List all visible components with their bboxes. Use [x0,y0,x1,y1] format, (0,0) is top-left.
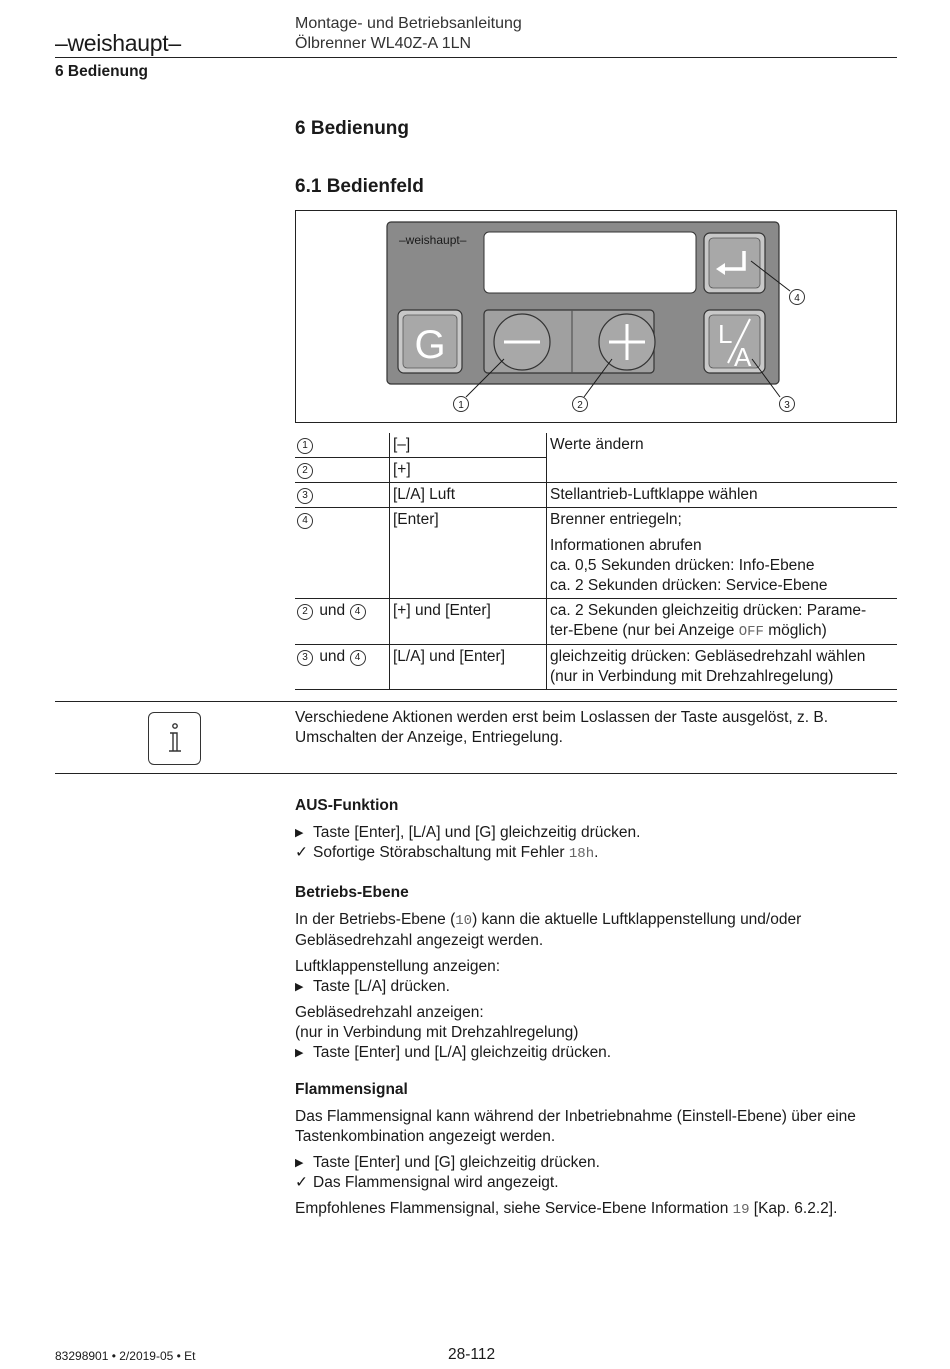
table-row [295,599,897,645]
flamme-result: ✓ Das Flammensignal wird angezeigt. [295,1174,559,1191]
flamme-section [295,1080,895,1226]
level-code: 10 [455,913,473,929]
table-row [295,645,897,690]
legend-desc: Brenner entriegeln; Informationen abrufen ca. 0,5 Sekunden drücken: Info-Ebene ca. 2 Sekunden drücken: Service-Ebene [547,508,898,599]
g-button-label: G [414,323,446,367]
betrieb-geblaese-note: (nur in Verbindung mit Drehzahlregelung) [295,1024,579,1041]
footer-doc-number: 83298901 • 2/2019-05 • Et [55,1349,196,1363]
display-window [484,232,696,293]
aus-heading: AUS-Funktion [295,797,399,814]
svg-text:4: 4 [794,293,800,304]
info-icon-glyph [165,722,185,756]
page-number: 28-112 [448,1346,496,1363]
legend-desc: Stellantrieb-Luftklappe wählen [547,483,898,508]
betrieb-heading: Betriebs-Ebene [295,884,409,901]
display-code: OFF [738,624,764,640]
svg-text:2: 2 [577,400,583,411]
legend-table [295,433,897,690]
header-rule [55,57,897,58]
svg-text:1: 1 [458,400,464,411]
legend-key: [L/A] Luft [390,483,547,508]
callout-marker: 3 [297,488,313,504]
callout-marker: 2 [297,604,313,620]
section-heading: 6.1 Bedienfeld [295,176,424,197]
betrieb-step-geblaese: ▶ Taste [Enter] und [L/A] gleichzeitig drücken. [295,1044,612,1061]
aus-section [295,796,895,864]
callout-marker: 4 [350,650,366,666]
brand-logo: –weishaupt– [55,30,181,56]
la-label-l: L [718,319,733,349]
la-label-a: A [734,342,752,372]
flamme-heading: Flammensignal [295,1081,408,1098]
betrieb-geblaese-label: Gebläsedrehzahl anzeigen: [295,1004,484,1021]
legend-key: [Enter] [390,508,547,599]
enter-button [704,233,765,293]
g-button [398,310,462,373]
legend-key: [L/A] und [Enter] [390,645,547,690]
table-row [295,433,897,458]
table-row [295,483,897,508]
svg-text:3: 3 [784,400,790,411]
flamme-intro: Das Flammensignal kann während der Inbetriebnahme (Einstell-Ebene) über eine Tastenkombination angezeigt werden. [295,1108,856,1145]
callout-marker: 3 [297,650,313,666]
note-text: Verschiedene Aktionen werden erst beim Loslassen der Taste ausgelöst, z. B. Umschalten der Anzeige, Entriegelung. [295,709,829,746]
callout-marker: 2 [297,463,313,479]
aus-step: ▶ Taste [Enter], [L/A] und [G] gleichzeitig drücken. [295,824,641,841]
callout-marker: 1 [297,438,313,454]
legend-key: [+] [390,458,547,483]
minus-plus-rocker [484,310,655,373]
flamme-step: ▶ Taste [Enter] und [G] gleichzeitig drücken. [295,1154,600,1171]
header-product: Ölbrenner WL40Z-A 1LN [295,35,472,52]
callout-marker: 4 [297,513,313,529]
und-label: und [319,602,346,619]
legend-key: [–] [390,433,547,458]
legend-key: [+] und [Enter] [390,599,547,645]
flamme-recommendation: Empfohlenes Flammensignal, siehe Service-Ebene Information 19 [Kap. 6.2.2]. [295,1200,838,1218]
info-code: 19 [732,1202,750,1218]
und-label: und [319,648,346,665]
legend-desc: gleichzeitig drücken: Gebläsedrehzahl wählen (nur in Verbindung mit Drehzahlregelung) [547,645,898,690]
table-row [295,508,897,599]
note-rule-bottom [55,773,897,774]
header-title: Montage- und Betriebsanleitung [295,15,522,32]
aus-result: ✓ Sofortige Störabschaltung mit Fehler 18h. [295,844,599,862]
betrieb-section [295,883,895,1063]
control-panel-figure [295,210,897,423]
callout-marker: 4 [350,604,366,620]
betrieb-step-luft: ▶ Taste [L/A] drücken. [295,978,450,995]
control-panel-drawing [296,211,896,422]
betrieb-intro: In der Betriebs-Ebene (10) kann die aktuelle Luftklappenstellung und/oder Gebläsedrehzahl angezeigt werden. [295,911,802,949]
chapter-heading: 6 Bedienung [295,118,410,139]
legend-desc: Werte ändern [547,433,898,483]
legend-desc: ca. 2 Sekunden gleichzeitig drücken: Parame- ter-Ebene (nur bei Anzeige OFF möglich) [547,599,898,645]
info-icon [148,712,201,765]
chapter-tag: 6 Bedienung [55,63,149,80]
betrieb-luft-label: Luftklappenstellung anzeigen: [295,958,501,975]
error-code: 18h [568,846,595,862]
note-rule-top [55,701,897,702]
panel-logo: –weishaupt– [399,233,467,247]
